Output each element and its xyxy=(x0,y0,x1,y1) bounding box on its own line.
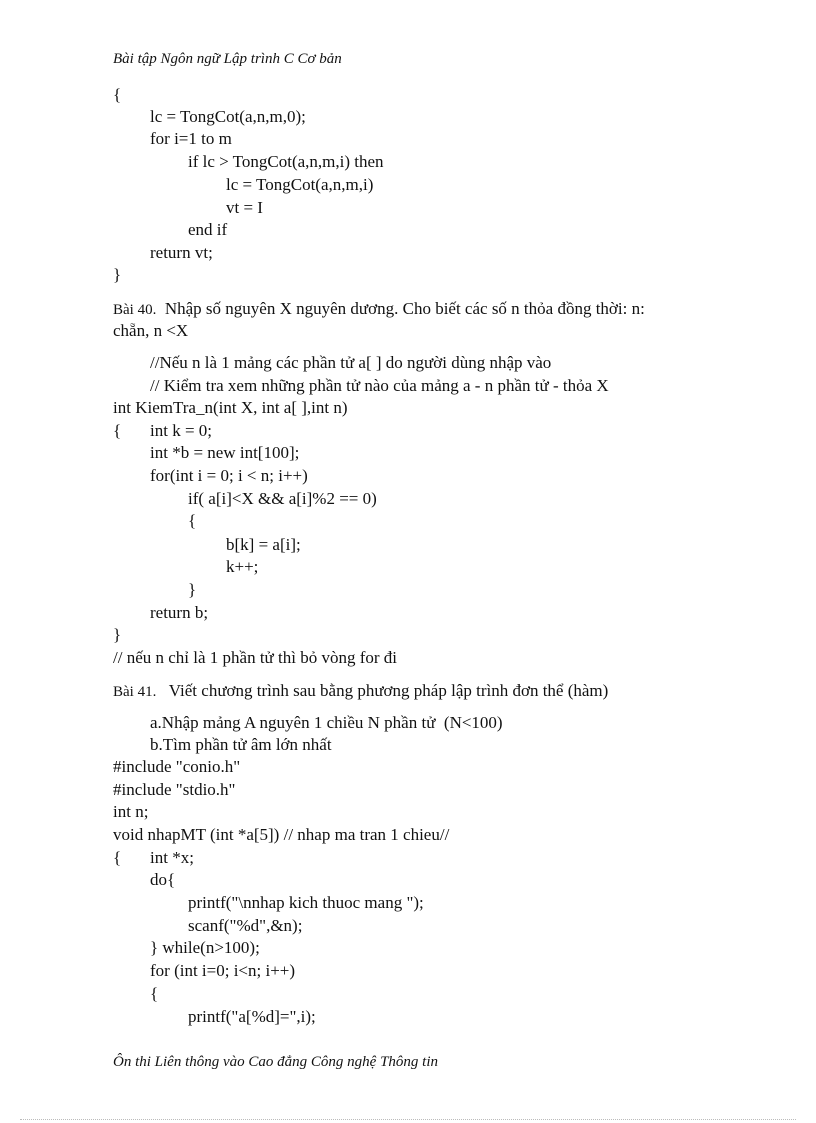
exercise-40-continued: chẵn, n <X xyxy=(113,321,189,340)
code-line: #include "conio.h" xyxy=(113,757,241,776)
code-line: } xyxy=(113,265,122,284)
code-line: end if xyxy=(188,220,228,239)
code-line: int *b = new int[100]; xyxy=(150,443,300,462)
code-line: { xyxy=(113,421,122,440)
code-line: { xyxy=(113,85,122,104)
code-line: for(int i = 0; i < n; i++) xyxy=(150,466,308,485)
exercise-41-label: Bài 41. xyxy=(113,684,157,700)
code-line: if lc > TongCot(a,n,m,i) then xyxy=(188,152,384,171)
code-line: scanf("%d",&n); xyxy=(188,916,303,935)
code-line: int KiemTra_n(int X, int a[ ],int n) xyxy=(113,398,348,417)
code-line: for (int i=0; i<n; i++) xyxy=(150,961,296,980)
comment-line: //Nếu n là 1 mảng các phần tử a[ ] do người dùng nhập vào xyxy=(150,353,552,372)
code-line: lc = TongCot(a,n,m,i) xyxy=(226,175,374,194)
code-line: void nhapMT (int *a[5]) // nhap ma tran 1 chieu// xyxy=(113,825,450,844)
exercise-40-text: Nhập số nguyên X nguyên dương. Cho biết các số n thỏa đồng thời: n: xyxy=(156,299,645,318)
code-line: { xyxy=(188,511,197,530)
code-line: vt = I xyxy=(226,198,263,217)
comment-line: // Kiểm tra xem những phần tử nào của mảng a - n phần tử - thỏa X xyxy=(150,376,609,395)
code-line: b[k] = a[i]; xyxy=(226,535,301,554)
code-line: k++; xyxy=(226,557,259,576)
code-line: return b; xyxy=(150,603,209,622)
code-line: return vt; xyxy=(150,243,213,262)
page-header: Bài tập Ngôn ngữ Lập trình C Cơ bản xyxy=(113,51,342,67)
code-line: printf("a[%d]=",i); xyxy=(188,1007,316,1026)
code-line: #include "stdio.h" xyxy=(113,780,236,799)
note-line: // nếu n chỉ là 1 phần tử thì bỏ vòng for đi xyxy=(113,648,398,667)
code-line: } while(n>100); xyxy=(150,938,260,957)
task-line: a.Nhập mảng A nguyên 1 chiều N phần tử (N<100) xyxy=(150,713,503,732)
code-line: } xyxy=(188,580,197,599)
task-line: b.Tìm phần tử âm lớn nhất xyxy=(150,735,332,754)
code-line: printf("\nnhap kich thuoc mang "); xyxy=(188,893,424,912)
code-line: } xyxy=(113,625,122,644)
code-line: { xyxy=(113,848,122,867)
code-line: int *x; xyxy=(150,848,194,867)
exercise-40-heading xyxy=(113,299,645,320)
page-bottom-rule xyxy=(20,1119,796,1120)
code-line: do{ xyxy=(150,870,176,889)
code-line: lc = TongCot(a,n,m,0); xyxy=(150,107,306,126)
code-line: int k = 0; xyxy=(150,421,213,440)
exercise-40-label: Bài 40. xyxy=(113,302,157,318)
exercise-41-heading xyxy=(113,681,608,702)
exercise-41-text: Viết chương trình sau bằng phương pháp lập trình đơn thể (hàm) xyxy=(156,681,609,700)
page-footer: Ôn thi Liên thông vào Cao đẳng Công nghệ Thông tin xyxy=(113,1054,439,1070)
code-line: int n; xyxy=(113,802,149,821)
code-line: if( a[i]<X && a[i]%2 == 0) xyxy=(188,489,377,508)
code-line: for i=1 to m xyxy=(150,129,232,148)
code-line: { xyxy=(150,984,159,1003)
